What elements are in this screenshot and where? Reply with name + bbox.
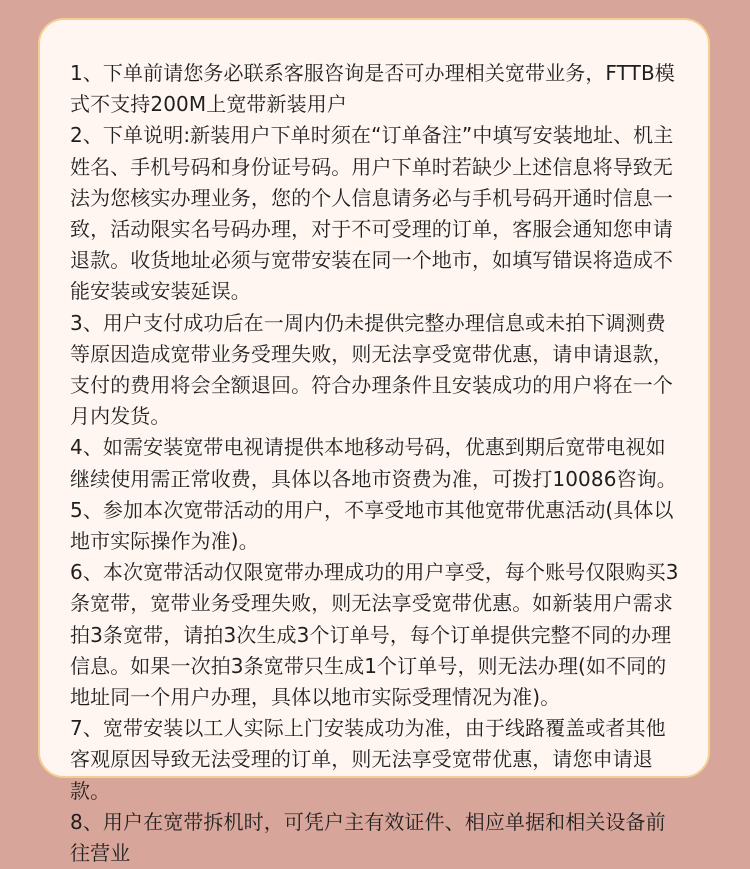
notice-item-8: 8、用户在宽带拆机时，可凭户主有效证件、相应单据和相关设备前往营业 [70,809,666,866]
notice-item-3: 3、用户支付成功后在一周内仍未提供完整办理信息或未拍下调测费等原因造成宽带业务受理失败，则无法享受宽带优惠，请申请退款，支付的费用将会全额退回。符合办理条件且安装成功的用户将在一个月内发货。 [70,310,673,429]
notice-item-6: 6、本次宽带活动仅限宽带办理成功的用户享受，每个账号仅限购买3条宽带，宽带业务受理失败，则无法享受宽带优惠。如新装用户需求拍3条宽带，请拍3次生成3个订单号，每个订单提供完整不同的办理信息。如果一次拍3条宽带只生成1个订单号，则无法办理(如不同的地址同一个用户办理，具体以地市实际受理情况为准)。 [70,560,679,710]
notice-item-2: 2、下单说明:新装用户下单时须在“订单备注”中填写安装地址、机主姓名、手机号码和身份证号码。用户下单时若缺少上述信息将导致无法为您核实办理业务，您的个人信息请务必与手机号码开通时信息一致，活动限实名号码办理，对于不可受理的订单，客服会通知您申请退款。收货地址必须与宽带安装在同一个地市，如填写错误将造成不能安装或安装延误。 [70,123,674,304]
notice-card [38,18,710,866]
notice-item-4: 4、如需安装宽带电视请提供本地移动号码，优惠到期后宽带电视如继续使用需正常收费，具体以各地市资费为准，可拨打10086咨询。 [70,435,677,491]
notice-item-5: 5、参加本次宽带活动的用户，不享受地市其他宽带优惠活动(具体以地市实际操作为准)。 [70,497,674,554]
notice-item-1: 1、下单前请您务必联系客服咨询是否可办理相关宽带业务，FTTB模式不支持200M上宽带新装用户 [70,61,675,117]
notice-list [70,58,682,869]
notice-item-7: 7、宽带安装以工人实际上门安装成功为准，由于线路覆盖或者其他客观原因导致无法受理的订单，则无法享受宽带优惠，请您申请退款。 [70,716,666,803]
